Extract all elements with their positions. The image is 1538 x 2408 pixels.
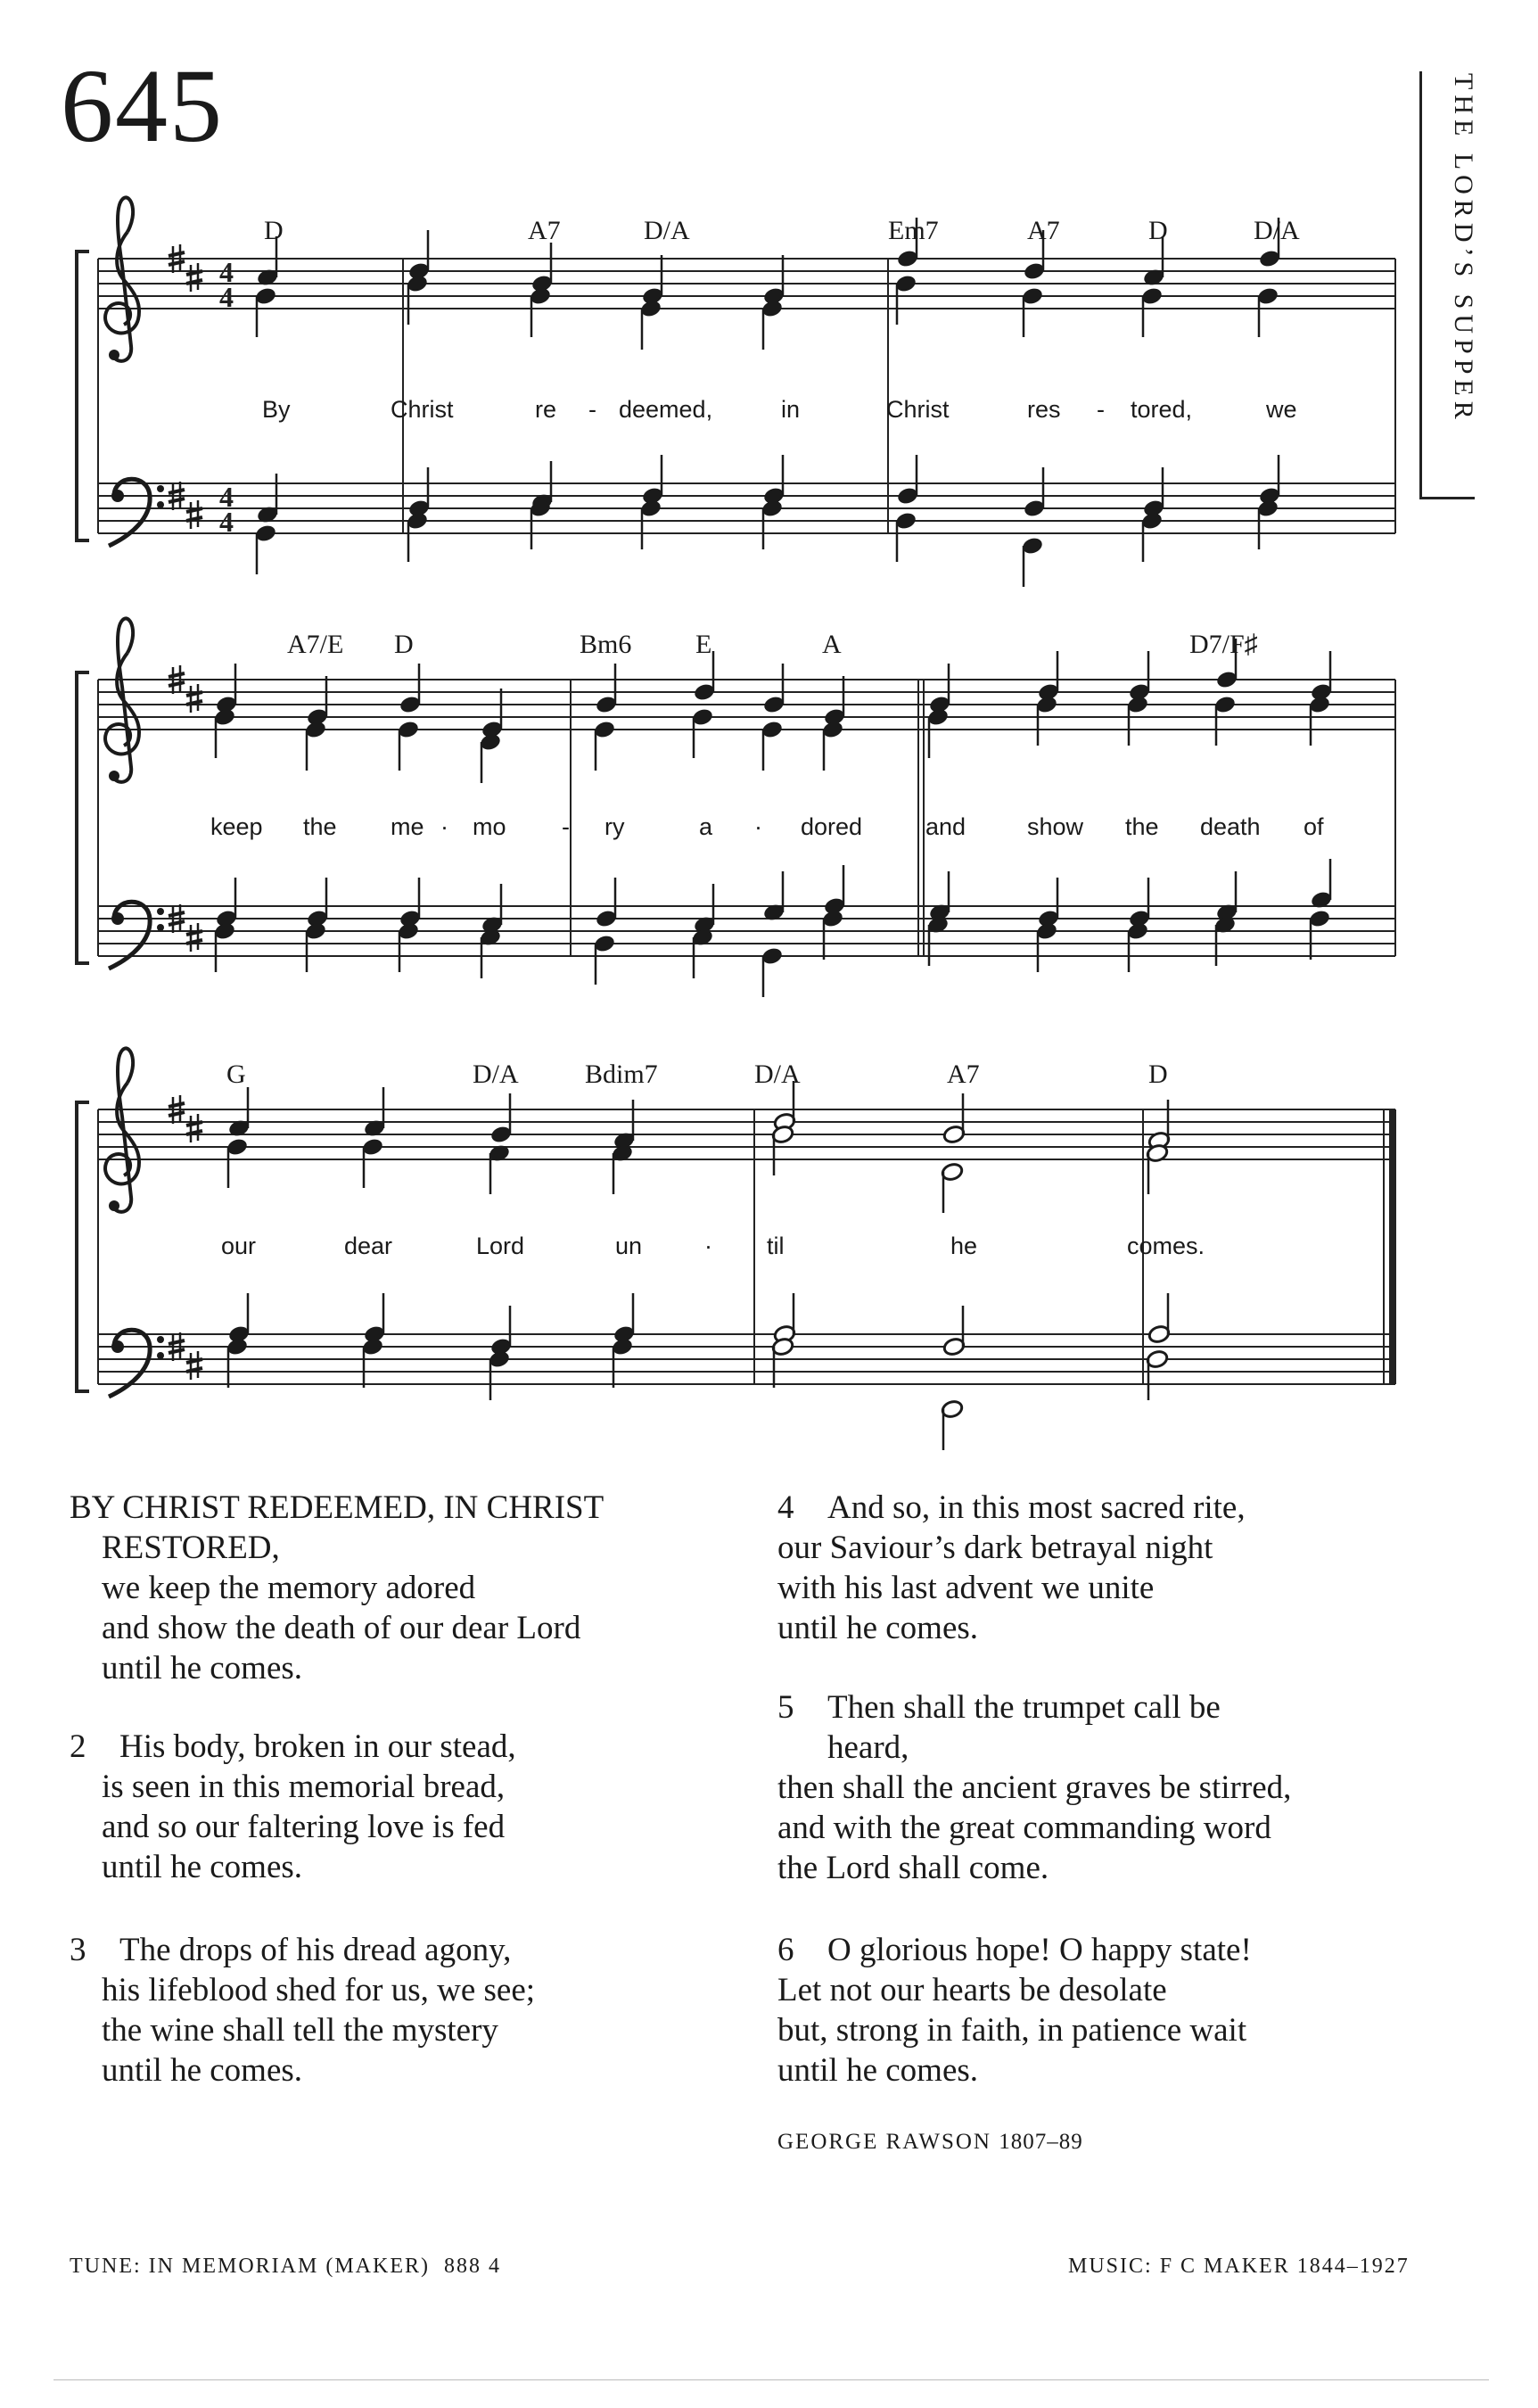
verse-line: and so our faltering love is fed (102, 1809, 506, 1845)
chord-symbol: D (264, 216, 284, 245)
verse-line: The drops of his dread agony, (119, 1932, 512, 1968)
chord-symbol: A7 (1027, 216, 1060, 245)
verse-line: his lifeblood shed for us, we see; (102, 1972, 536, 2008)
author-dates: 1807–89 (999, 2130, 1083, 2154)
chord-symbol: Em7 (888, 216, 939, 245)
chord-symbol: D/A (644, 216, 690, 245)
system-1 (77, 197, 1395, 546)
lyric-syllable: · (440, 813, 448, 840)
chord-symbol: D/A (754, 1060, 801, 1089)
section-title: THE LORD’S SUPPER (1449, 73, 1478, 425)
verse-line: RESTORED, (102, 1530, 280, 1566)
page-edge-rule (53, 2379, 1489, 2380)
verse-line: And so, in this most sacred rite, (827, 1489, 1246, 1526)
lyric-syllable: keep (210, 813, 263, 840)
lyric-syllable: - (1097, 396, 1105, 423)
verse-line: until he comes. (102, 1849, 303, 1885)
system-bracket (77, 1102, 89, 1391)
verse-line: and with the great commanding word (777, 1810, 1271, 1846)
lyric-syllable: in (781, 396, 801, 423)
chord-symbol: D7/F♯ (1189, 630, 1258, 659)
lyric-syllable: death (1200, 813, 1261, 840)
chord-symbol: D/A (1254, 216, 1300, 245)
chord-symbol: E (695, 630, 712, 659)
lyric-syllable: the (303, 813, 337, 840)
tune-label: TUNE: IN MEMORIAM (MAKER) (70, 2255, 430, 2278)
treble-clef (105, 618, 139, 781)
lyric-syllable: show (1027, 813, 1084, 840)
system-2 (77, 618, 1395, 969)
verse-number: 5 (777, 1689, 794, 1726)
lyric-syllable: me (391, 813, 424, 840)
lyric-syllable: of (1304, 813, 1324, 840)
key-sharp (186, 500, 202, 529)
meter: 888 4 (443, 2255, 501, 2278)
verse-line: the Lord shall come. (777, 1850, 1049, 1886)
lyric-syllable: the (1125, 813, 1159, 840)
verse-4 (777, 1488, 1246, 1648)
treble-staff (98, 1109, 1395, 1159)
verse-line: but, strong in faith, in patience wait (777, 2012, 1247, 2049)
lyric-syllable: dear (344, 1233, 393, 1259)
verse-line: is seen in this memorial bread, (102, 1769, 506, 1805)
key-sharp (186, 263, 202, 292)
lyric-syllable: ry (605, 813, 625, 840)
verse-line: the wine shall tell the mystery (102, 2012, 498, 2049)
svg-text:4: 4 (219, 481, 234, 513)
chord-symbol: D (1148, 216, 1168, 245)
treble-staff (98, 680, 1395, 730)
time-signature: 4 (219, 256, 234, 288)
verse-line: and show the death of our dear Lord (102, 1610, 581, 1646)
bass-staff (98, 1334, 1395, 1384)
system-3 (77, 1048, 1396, 1397)
tune-credit (70, 2255, 501, 2279)
key-sharp (186, 923, 202, 952)
verse-number: 3 (70, 1932, 86, 1968)
bass-staff (98, 906, 1395, 956)
author-credit (777, 2130, 1083, 2155)
music-label: MUSIC: F C MAKER (1068, 2255, 1290, 2278)
lyric-syllable: he (950, 1233, 978, 1259)
lyric-syllable: re (535, 396, 557, 423)
verse-6 (777, 1930, 1252, 2091)
verse-line: Let not our hearts be desolate (777, 1972, 1167, 2008)
lyric-syllable: deemed, (619, 396, 713, 423)
key-sharp (186, 1114, 202, 1142)
verse-number: 2 (70, 1728, 86, 1765)
verse-number: 4 (777, 1489, 794, 1526)
verse-line: until he comes. (777, 1610, 979, 1646)
svg-text:4: 4 (219, 506, 234, 538)
verse-line: Then shall the trumpet call be (827, 1689, 1221, 1726)
treble-staff (98, 259, 1395, 309)
lyric-syllable: tored, (1131, 396, 1193, 423)
lyric-syllable: · (754, 813, 762, 840)
verse-line: until he comes. (102, 2052, 303, 2089)
verse-line: we keep the memory adored (102, 1570, 476, 1606)
verse-line: BY CHRIST REDEEMED, IN CHRIST (70, 1489, 605, 1526)
lyric-syllable: Christ (886, 396, 950, 423)
verse-number: 6 (777, 1932, 794, 1968)
bass-staff (98, 483, 1395, 533)
verse-line: until he comes. (777, 2052, 979, 2089)
lyric-syllable: - (588, 396, 596, 423)
lyric-syllable: · (704, 1233, 712, 1259)
music-credit (1068, 2255, 1410, 2279)
lyric-syllable: res (1027, 396, 1061, 423)
lyric-syllable: and (925, 813, 966, 840)
lyric-syllable: By (262, 396, 291, 423)
lyric-syllable: mo (473, 813, 506, 840)
verse-line: O glorious hope! O happy state! (827, 1932, 1252, 1968)
chord-symbol: A7 (528, 216, 561, 245)
verse-5 (777, 1687, 1291, 1888)
lyric-syllable: a (699, 813, 713, 840)
verse-line: with his last advent we unite (777, 1570, 1155, 1606)
lyric-syllable: Lord (476, 1233, 525, 1259)
final-barline-thick (1389, 1109, 1396, 1384)
chord-symbol: D (394, 630, 414, 659)
verse-3 (70, 1930, 535, 2091)
verse-1 (70, 1488, 604, 1688)
chord-symbol: Bdim7 (585, 1060, 658, 1089)
bass-clef (109, 902, 164, 969)
key-sharp (186, 1351, 202, 1380)
lyric-syllable: Christ (391, 396, 454, 423)
lyric-syllable: til (767, 1233, 785, 1259)
lyric-syllable: dored (801, 813, 863, 840)
svg-text:4: 4 (219, 281, 234, 313)
chord-symbol: D/A (473, 1060, 519, 1089)
treble-clef (105, 1048, 139, 1211)
hymn-number: 645 (61, 47, 224, 164)
chord-symbol: D (1148, 1060, 1168, 1089)
verse-line: until he comes. (102, 1650, 303, 1686)
verse-line: then shall the ancient graves be stirred, (777, 1769, 1292, 1806)
verse-line: His body, broken in our stead, (119, 1728, 516, 1765)
key-sharp (186, 684, 202, 713)
treble-clef (105, 197, 139, 360)
verse-line: our Saviour’s dark betrayal night (777, 1530, 1213, 1566)
lyric-syllable: our (221, 1233, 257, 1259)
verse-line: heard, (827, 1729, 909, 1766)
system-bracket (77, 672, 89, 963)
system-bracket (77, 252, 89, 540)
lyric-syllable: un (615, 1233, 643, 1259)
lyric-syllable: - (562, 813, 570, 840)
verse-2 (70, 1727, 516, 1887)
chord-symbol: G (226, 1060, 246, 1089)
bass-clef (109, 1330, 164, 1397)
music-dates: 1844–1927 (1296, 2255, 1410, 2278)
author-name: GEORGE RAWSON (777, 2130, 991, 2154)
lyric-syllable: we (1266, 396, 1297, 423)
chord-symbol: A7 (947, 1060, 980, 1089)
lyric-syllable: comes. (1127, 1233, 1205, 1259)
chord-symbol: A (822, 630, 842, 659)
chord-symbol: Bm6 (580, 630, 632, 659)
bass-clef (109, 479, 164, 546)
chord-symbol: A7/E (287, 630, 344, 659)
